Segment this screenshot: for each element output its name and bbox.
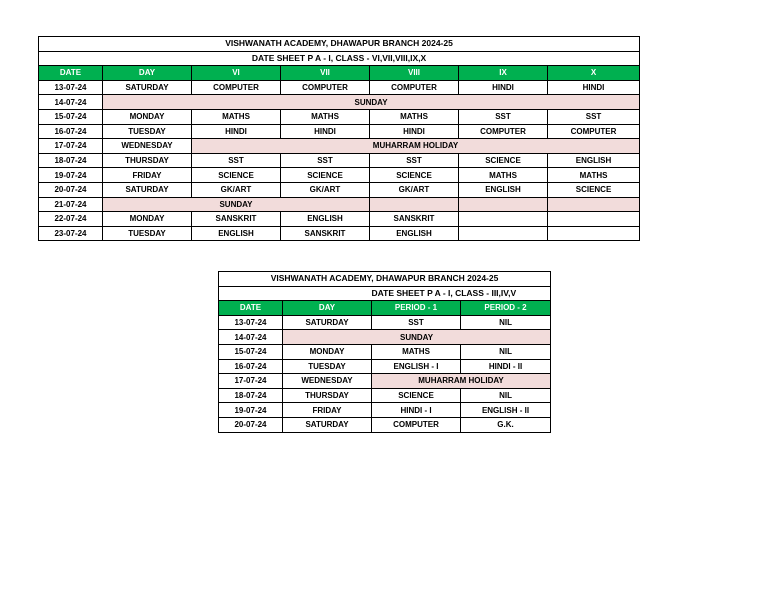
subject-cell: SCIENCE xyxy=(281,168,370,183)
date-sheet-junior xyxy=(218,271,551,433)
subject-cell: HINDI xyxy=(370,124,459,139)
subject-cell: HINDI - II xyxy=(461,359,551,374)
sheet-subtitle: DATE SHEET P A - I, CLASS - III,IV,V xyxy=(372,286,551,301)
table-row xyxy=(219,315,551,330)
date-cell: 19-07-24 xyxy=(219,403,283,418)
col-header: DATE xyxy=(219,301,283,316)
day-cell: WEDNESDAY xyxy=(103,139,192,154)
day-cell: MONDAY xyxy=(283,344,372,359)
day-cell: FRIDAY xyxy=(283,403,372,418)
subject-cell: ENGLISH xyxy=(459,182,548,197)
subject-cell: SCIENCE xyxy=(192,168,281,183)
holiday-cell xyxy=(370,197,459,212)
table-row xyxy=(39,197,640,212)
date-cell: 17-07-24 xyxy=(219,374,283,389)
day-cell: THURSDAY xyxy=(283,388,372,403)
subject-cell: MATHS xyxy=(281,109,370,124)
subject-cell: G.K. xyxy=(461,417,551,432)
date-cell: 18-07-24 xyxy=(219,388,283,403)
col-header: DAY xyxy=(103,66,192,81)
date-cell: 14-07-24 xyxy=(39,95,103,110)
subject-cell: ENGLISH - II xyxy=(461,403,551,418)
table-row xyxy=(219,359,551,374)
date-cell: 14-07-24 xyxy=(219,330,283,345)
date-cell: 20-07-24 xyxy=(219,417,283,432)
col-header: VII xyxy=(281,66,370,81)
table-row xyxy=(39,168,640,183)
subject-cell: COMPUTER xyxy=(192,80,281,95)
subject-cell: SANSKRIT xyxy=(370,212,459,227)
table-row xyxy=(219,403,551,418)
day-cell: WEDNESDAY xyxy=(283,374,372,389)
sheet-title: VISHWANATH ACADEMY, DHAWAPUR BRANCH 2024-25 xyxy=(39,37,640,52)
day-cell: SATURDAY xyxy=(103,182,192,197)
subject-cell: SANSKRIT xyxy=(281,226,370,241)
subject-cell: COMPUTER xyxy=(459,124,548,139)
subject-cell: ENGLISH xyxy=(548,153,640,168)
subject-cell: SST xyxy=(281,153,370,168)
date-cell: 15-07-24 xyxy=(39,109,103,124)
subject-cell: SCIENCE xyxy=(370,168,459,183)
subject-cell: GK/ART xyxy=(192,182,281,197)
subject-cell: SST xyxy=(459,109,548,124)
subject-cell: ENGLISH xyxy=(370,226,459,241)
col-header: IX xyxy=(459,66,548,81)
holiday-cell: MUHARRAM HOLIDAY xyxy=(372,374,551,389)
date-cell: 20-07-24 xyxy=(39,182,103,197)
table-row xyxy=(39,226,640,241)
col-header: VI xyxy=(192,66,281,81)
table-row xyxy=(39,80,640,95)
date-cell: 16-07-24 xyxy=(219,359,283,374)
day-cell: THURSDAY xyxy=(103,153,192,168)
subject-cell: HINDI xyxy=(192,124,281,139)
subject-cell: COMPUTER xyxy=(372,417,461,432)
header-row xyxy=(39,66,640,81)
subject-cell: ENGLISH xyxy=(281,212,370,227)
date-cell: 16-07-24 xyxy=(39,124,103,139)
date-cell: 17-07-24 xyxy=(39,139,103,154)
subject-cell: GK/ART xyxy=(281,182,370,197)
subject-cell: HINDI xyxy=(281,124,370,139)
subject-cell: ENGLISH xyxy=(192,226,281,241)
subject-cell: SST xyxy=(372,315,461,330)
subject-cell xyxy=(548,226,640,241)
subject-cell: HINDI xyxy=(548,80,640,95)
date-cell: 23-07-24 xyxy=(39,226,103,241)
subject-cell: ENGLISH - I xyxy=(372,359,461,374)
date-cell: 22-07-24 xyxy=(39,212,103,227)
table-row xyxy=(219,374,551,389)
subject-cell: MATHS xyxy=(372,344,461,359)
subject-cell: COMPUTER xyxy=(370,80,459,95)
subject-cell: COMPUTER xyxy=(281,80,370,95)
subject-cell xyxy=(459,212,548,227)
table-row xyxy=(39,153,640,168)
day-cell: SATURDAY xyxy=(103,80,192,95)
subject-cell: NIL xyxy=(461,344,551,359)
subject-cell: SST xyxy=(370,153,459,168)
table-row xyxy=(39,139,640,154)
subject-cell: HINDI xyxy=(459,80,548,95)
table-row xyxy=(39,182,640,197)
subject-cell: MATHS xyxy=(548,168,640,183)
day-cell: TUESDAY xyxy=(283,359,372,374)
table-row xyxy=(219,388,551,403)
holiday-cell xyxy=(459,197,548,212)
day-cell: SATURDAY xyxy=(283,417,372,432)
date-cell: 18-07-24 xyxy=(39,153,103,168)
subject-cell: GK/ART xyxy=(370,182,459,197)
subject-cell: NIL xyxy=(461,315,551,330)
date-sheet-senior xyxy=(38,36,640,241)
table-row xyxy=(39,95,640,110)
subject-cell: MATHS xyxy=(370,109,459,124)
subject-cell: SCIENCE xyxy=(372,388,461,403)
holiday-cell: SUNDAY xyxy=(103,95,640,110)
table-row xyxy=(219,417,551,432)
date-cell: 15-07-24 xyxy=(219,344,283,359)
holiday-cell: SUNDAY xyxy=(103,197,370,212)
subject-cell: HINDI - I xyxy=(372,403,461,418)
table-row xyxy=(39,212,640,227)
holiday-cell: MUHARRAM HOLIDAY xyxy=(192,139,640,154)
subject-cell: SCIENCE xyxy=(548,182,640,197)
sheet-subtitle: DATE SHEET P A - I, CLASS - VI,VII,VIII,IX,X xyxy=(39,51,640,66)
subject-cell: SST xyxy=(192,153,281,168)
subject-cell: COMPUTER xyxy=(548,124,640,139)
day-cell: MONDAY xyxy=(103,109,192,124)
day-cell: FRIDAY xyxy=(103,168,192,183)
holiday-cell: SUNDAY xyxy=(283,330,551,345)
subject-cell: MATHS xyxy=(192,109,281,124)
table-row xyxy=(219,330,551,345)
col-header: DAY xyxy=(283,301,372,316)
subject-cell: SANSKRIT xyxy=(192,212,281,227)
date-cell: 13-07-24 xyxy=(39,80,103,95)
day-cell: MONDAY xyxy=(103,212,192,227)
day-cell: TUESDAY xyxy=(103,226,192,241)
subject-cell xyxy=(459,226,548,241)
header-row xyxy=(219,301,551,316)
col-header: PERIOD - 2 xyxy=(461,301,551,316)
col-header: PERIOD - 1 xyxy=(372,301,461,316)
table-row xyxy=(219,344,551,359)
subtitle-spacer xyxy=(219,286,372,301)
table-row xyxy=(39,124,640,139)
subject-cell: SST xyxy=(548,109,640,124)
date-cell: 21-07-24 xyxy=(39,197,103,212)
date-cell: 19-07-24 xyxy=(39,168,103,183)
holiday-cell xyxy=(548,197,640,212)
subject-cell: SCIENCE xyxy=(459,153,548,168)
table-row xyxy=(39,109,640,124)
sheet-title: VISHWANATH ACADEMY, DHAWAPUR BRANCH 2024-25 xyxy=(219,272,551,287)
col-header: DATE xyxy=(39,66,103,81)
day-cell: TUESDAY xyxy=(103,124,192,139)
date-cell: 13-07-24 xyxy=(219,315,283,330)
col-header: VIII xyxy=(370,66,459,81)
subject-cell xyxy=(548,212,640,227)
day-cell: SATURDAY xyxy=(283,315,372,330)
subject-cell: MATHS xyxy=(459,168,548,183)
subject-cell: NIL xyxy=(461,388,551,403)
col-header: X xyxy=(548,66,640,81)
